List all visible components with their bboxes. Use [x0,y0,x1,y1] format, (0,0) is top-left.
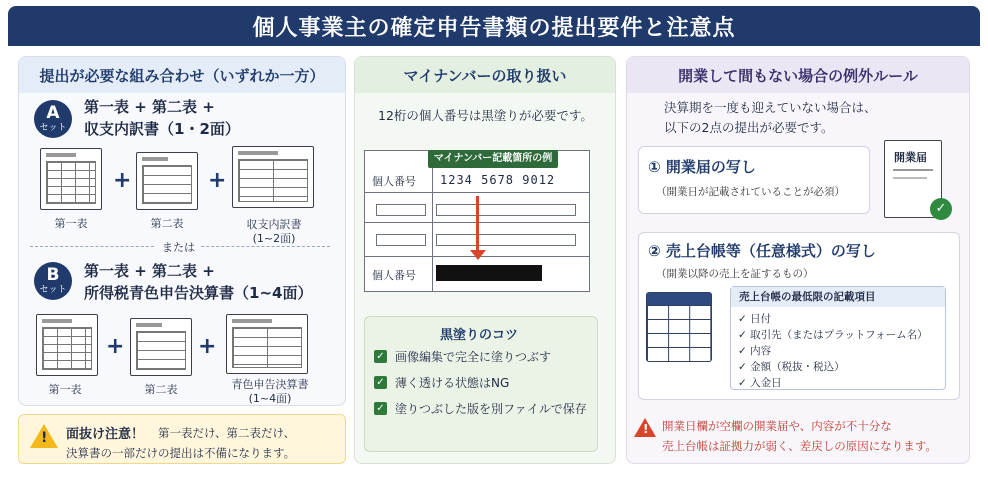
ledger-icon [646,292,712,362]
exception-intro-1: 決算期を一度も迎えていない場合は、 [664,100,877,115]
warning-title: 面抜け注意！ [66,427,145,442]
set-b-line2: 所得税青色申告決算書（1~4面） [84,284,313,302]
check-icon: ✓ [374,376,387,389]
sales-ledger-sub: （開業以降の売上を証するもの） [656,268,814,280]
doc-label-blue-return: 青色申告決算書 [231,378,309,391]
set-a-line2: 収支内訳書（1・2面） [84,120,240,138]
down-arrow-icon [476,196,479,252]
sales-ledger-title: ② 売上台帳等（任意様式）の写し [648,242,876,260]
plus-icon: + [208,168,227,193]
doc-label-form2: 第二表 [150,217,184,230]
blank-field [376,234,426,246]
requirement-item: ✓ 日付 [738,313,772,325]
doc-icon-form2 [130,318,192,376]
doc-label-form1: 第一表 [48,383,82,396]
doc-label-form2: 第二表 [144,383,178,396]
tip-item: ✓ 塗りつぶした版を別ファイルで保存 [374,400,587,417]
form-field-label: 個人番号 [372,175,416,188]
alert-icon: ! [634,418,656,437]
doc-label-income-statement-pages: (1~2面) [252,232,296,245]
set-a-badge: A セット [34,100,72,138]
doc-label-form1: 第一表 [54,217,88,230]
doc-label-blue-return-pages: (1~4面) [248,392,292,405]
check-icon: ✓ [374,402,387,415]
blank-field [436,204,576,216]
blank-field [436,234,576,246]
tip-item: ✓ 画像編集で完全に塗りつぶす [374,348,551,365]
form-row-line [364,192,590,193]
doc-icon-form2 [136,152,198,210]
down-arrow-icon-head [470,250,486,260]
or-label: または [156,239,201,255]
tips-title: 黒塗りのコツ [440,328,519,343]
requirement-item: ✓ 金額（税抜・税込） [738,361,845,373]
doc-label-income-statement: 収支内訳書 [246,218,302,231]
panel-header-my-number: マイナンバーの取り扱い [355,57,615,93]
my-number-intro: 12桁の個人番号は黒塗りが必要です。 [378,108,593,123]
requirement-item: ✓ 内容 [738,345,772,357]
doc-icon-form1 [36,314,98,376]
ledger-requirements-title: 売上台帳の最低限の記載項目 [731,287,945,307]
redaction-bar [436,265,542,281]
doc-icon-form1 [40,148,102,210]
blank-field [376,204,426,216]
set-b-line1: 第一表 + 第二表 + [84,262,215,280]
doc-icon-income-statement [232,146,314,208]
exception-intro-2: 以下の2点の提出が必要です。 [664,120,834,135]
title-bar [8,6,980,46]
check-circle-icon: ✓ [930,198,952,220]
plus-icon: + [106,334,125,359]
requirement-item: ✓ 入金日 [738,377,782,389]
opening-notice-title: ① 開業届の写し [648,158,756,176]
opening-notice-doc-icon: 開業届 [884,140,942,218]
opening-notice-sub: （開業日が記載されていることが必須） [656,186,845,198]
panel-header-combinations: 提出が必要な組み合わせ（いずれか一方） [19,57,345,93]
panel-header-exception: 開業して間もない場合の例外ルール [627,57,969,93]
plus-icon: + [198,334,217,359]
plus-icon: + [113,168,132,193]
warning-text-1: 第一表だけ、第二表だけ、 [158,426,296,440]
set-b-badge: B セット [34,262,72,300]
exception-warning-1: 開業日欄が空欄の開業届や、内容が不十分な [662,419,892,433]
exception-warning-2: 売上台帳は証拠力が弱く、差戻しの原因になります。 [662,439,937,453]
warning-icon: ! [30,424,58,448]
doc-icon-blue-return [226,314,308,374]
set-a-line1: 第一表 + 第二表 + [84,98,215,116]
warning-text-2: 決算書の一部だけの提出は不備になります。 [66,446,296,460]
form-column-line [432,168,433,292]
page-title: 個人事業主の確定申告書類の提出要件と注意点 [252,15,736,41]
requirement-item: ✓ 取引先（またはプラットフォーム名） [738,329,928,341]
form-field-label-redacted: 個人番号 [372,269,416,282]
my-number-value: 1234 5678 9012 [440,173,556,187]
form-example-tag: マイナンバー記載箇所の例 [428,150,558,168]
check-icon: ✓ [374,350,387,363]
tip-item: ✓ 薄く透ける状態はNG [374,374,509,391]
